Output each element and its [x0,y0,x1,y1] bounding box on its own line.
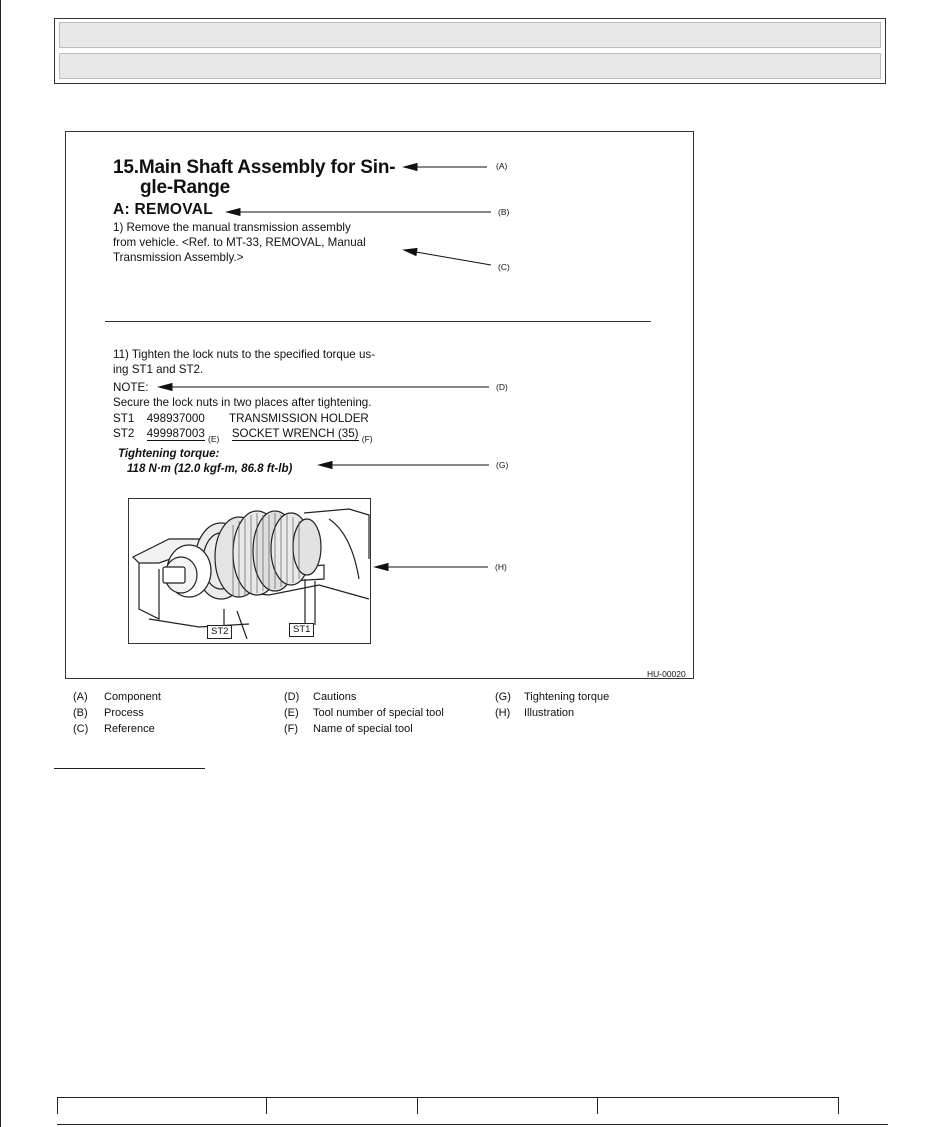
legend-item [73,723,155,735]
footer-divider [417,1097,418,1114]
callout-g: (G) [496,460,509,470]
section-heading-line1: 15.Main Shaft Assembly for Sin- [113,157,396,178]
page-header [54,18,886,84]
gear-assembly-drawing [129,499,371,644]
step1-line3: Transmission Assembly.> [113,251,244,264]
callout-a: (A) [496,161,508,171]
section-heading-line2: gle-Range [140,177,231,198]
legend-item [495,707,575,719]
legend-text: Component [104,691,161,703]
legend-item [284,691,357,703]
legend-text: Illustration [524,707,575,719]
callout-b: (B) [498,207,510,217]
legend-key: (A) [73,691,88,703]
tool-name: SOCKET WRENCH (35) [231,427,359,440]
note-text: Secure the lock nuts in two places after tightening. [113,396,372,409]
step1-line2: from vehicle. <Ref. to MT-33, REMOVAL, Manual [113,236,366,249]
legend-text: Tightening torque [524,691,610,703]
illustration-label-st1: ST1 [289,623,314,637]
legend-key: (B) [73,707,88,719]
callout-h: (H) [495,562,507,572]
tool-number: 498937000 [146,412,205,425]
arrow-head-icon [319,462,332,469]
legend-item [284,723,413,735]
section-end-rule [54,768,205,769]
page-footer [57,1097,839,1115]
header-bar-top [59,22,881,48]
legend-item [73,707,144,719]
legend-key: (C) [73,723,89,735]
legend-key: (H) [495,707,511,719]
footer-divider [57,1097,58,1114]
legend-item [73,691,161,703]
legend-text: Name of special tool [313,723,413,735]
footer-bottom-rule [57,1124,888,1125]
tool-name-marker: (F) [361,434,373,444]
legend-text: Cautions [313,691,357,703]
torque-label: Tightening torque: [118,448,220,460]
step1-line1: 1) Remove the manual transmission assembly [113,221,351,234]
legend-text: Process [104,707,144,719]
step11-line1: 11) Tighten the lock nuts to the specified torque us- [113,348,376,361]
legend-text: Tool number of special tool [313,707,444,719]
tool-number-marker: (E) [208,434,220,444]
figure-code: HU-00020 [647,669,686,679]
annotated-manual-figure [65,131,694,679]
arrow-head-icon [404,249,417,256]
arrow-head-icon [159,384,172,391]
illustration-label-st2: ST2 [207,625,232,639]
legend-key: (F) [284,723,299,735]
tool-id: ST1 [113,412,135,425]
transmission-illustration [128,498,371,644]
legend-key: (D) [284,691,300,703]
callout-c: (C) [498,262,510,272]
legend-text: Reference [104,723,155,735]
arrow-head-icon [404,164,417,171]
tool-number: 499987003 [146,427,205,440]
arrow-head-icon [375,564,388,571]
legend-key: (E) [284,707,299,719]
torque-value: 118 N·m (12.0 kgf-m, 86.8 ft-lb) [127,463,293,475]
footer-divider [597,1097,598,1114]
note-label: NOTE: [113,381,149,394]
footer-divider [838,1097,839,1114]
legend-key: (G) [495,691,511,703]
callout-d: (D) [496,382,508,392]
header-bar-bottom [59,53,881,79]
page-left-border [0,0,1,1127]
tool-name: TRANSMISSION HOLDER [229,412,369,425]
legend-item [284,707,444,719]
process-title: A: REMOVAL [113,201,214,218]
tool-id: ST2 [113,427,135,440]
footer-divider [266,1097,267,1114]
step11-line2: ing ST1 and ST2. [113,363,204,376]
arrow-head-icon [227,209,240,216]
legend-item [495,691,610,703]
